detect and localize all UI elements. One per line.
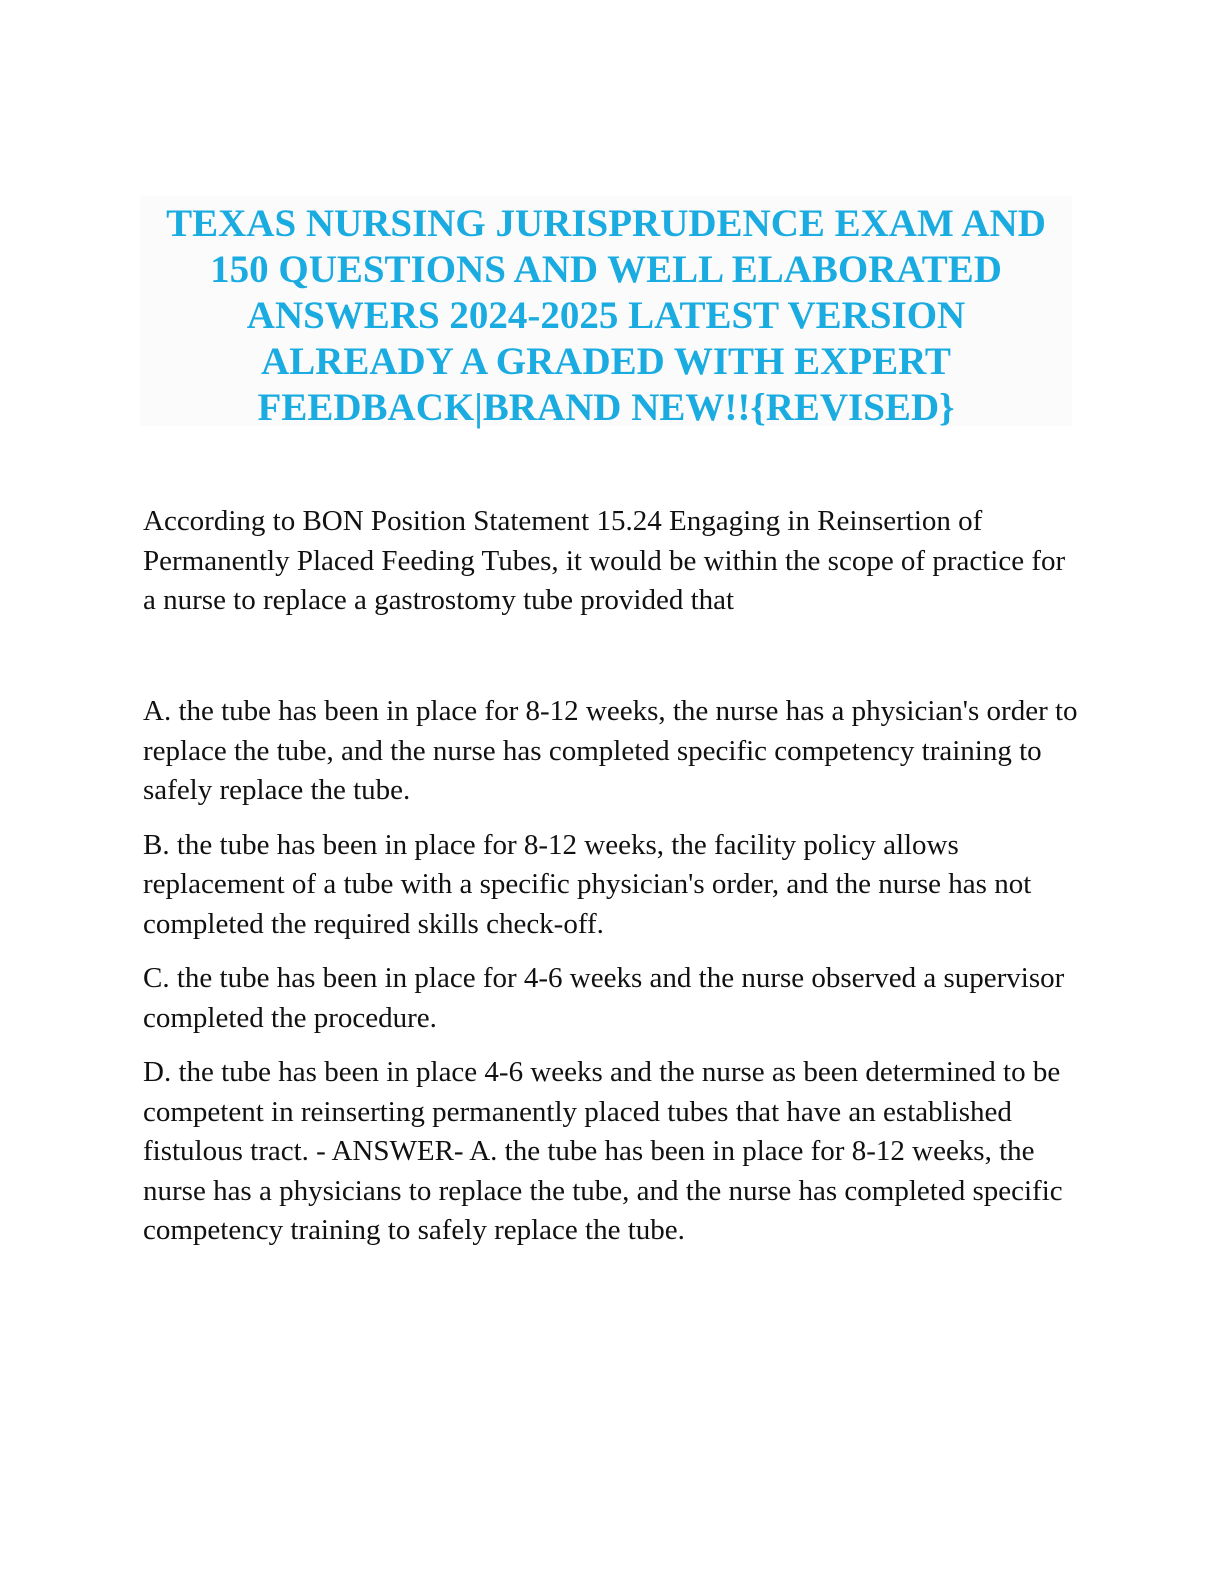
document-title: TEXAS NURSING JURISPRUDENCE EXAM AND 150 QUESTIONS AND WELL ELABORATED ANSWERS 2024-2025 LATEST VERSION ALREADY A GRADED WITH EXPERT FEEDBACK|BRAND NEW!!{REVISED} <box>166 202 1046 429</box>
option-b: B. the tube has been in place for 8-12 weeks, the facility policy allows replacement of a tube with a specific physician's order, and the nurse has not completed the required skills check-off. <box>143 828 1032 940</box>
question-text: According to BON Position Statement 15.24 Engaging in Reinsertion of Permanently Placed Feeding Tubes, it would be within the scope of practice for a nurse to replace a gastrostomy tube provided that <box>143 505 1066 616</box>
title-banner <box>140 196 1072 429</box>
option-d-with-answer: D. the tube has been in place 4-6 weeks and the nurse as been determined to be competent in reinserting permanently placed tubes that have an established fistulous tract. - ANSWER- A. the tube has been in place for 8-12 weeks, the nurse has a physicians to replace the tube, and the nurse has completed specific competency training to safely replace the tube. <box>143 1056 1063 1246</box>
option-a: A. the tube has been in place for 8-12 weeks, the nurse has a physician's order to replace the tube, and the nurse has completed specific competency training to safely replace the tube. <box>143 695 1078 806</box>
option-c: C. the tube has been in place for 4-6 weeks and the nurse observed a supervisor completed the procedure. <box>143 962 1065 1034</box>
answer-options <box>143 692 1083 1266</box>
